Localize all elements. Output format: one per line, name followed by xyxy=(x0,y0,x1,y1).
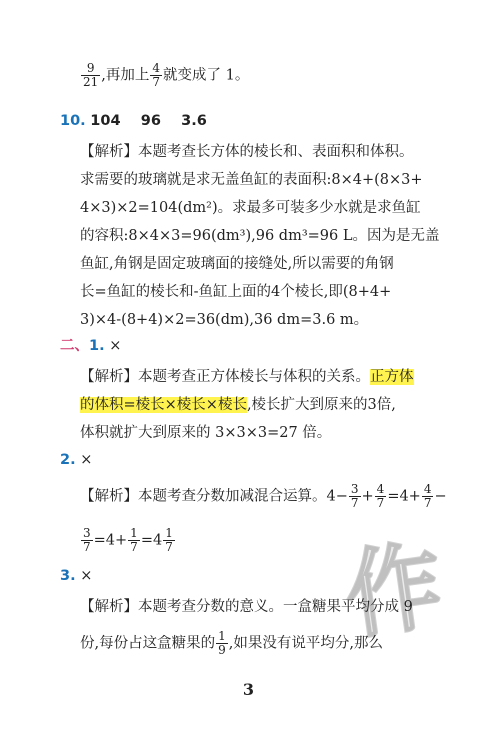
fraction: $\frac{4}{7}$ xyxy=(152,61,161,89)
explanation-line: 的体积=棱长×棱长×棱长,棱长扩大到原来的3倍, xyxy=(80,397,396,413)
answer-mark: × xyxy=(109,338,122,354)
explanation-line: 4×3)×2=104(dm²)。求最多可装多少水就是求鱼缸 xyxy=(80,200,421,216)
explanation-line: 3)×4-(8+4)×2=36(dm),36 dm=3.6 m。 xyxy=(80,312,369,328)
answer-mark: × xyxy=(80,452,93,468)
explanation-line: 鱼缸,角钢是固定玻璃面的接缝处,所以需要的角钢 xyxy=(80,256,394,272)
explanation-line: 【解析】本题考查分数加减混合运算。4− $\frac{3}{7}$ + $\frac{4}{7}$ =4+ $\frac{4}{7}$ − xyxy=(80,482,447,510)
fraction: $\frac{1}{7}$ xyxy=(165,526,173,554)
q3-header xyxy=(60,566,92,586)
explanation-line: 体积就扩大到原来的 3×3×3=27 倍。 xyxy=(80,425,332,441)
answers: 104 96 3.6 xyxy=(90,113,207,129)
question-number: 1. xyxy=(89,338,105,354)
explanation-line: 【解析】本题考查正方体棱长与体积的关系。正方体 xyxy=(80,369,414,385)
fraction: $\frac{3}{7}$ xyxy=(83,526,91,554)
question-number: 3. xyxy=(60,568,76,584)
fraction: $\frac{1}{9}$ xyxy=(218,629,226,657)
page-number: 3 xyxy=(242,680,255,699)
fraction: $\frac{9}{21}$ xyxy=(83,61,99,89)
fraction: $\frac{4}{7}$ xyxy=(423,482,432,510)
explanation-line: 长=鱼缸的棱长和-鱼缸上面的4个棱长,即(8+4+ xyxy=(80,284,392,300)
q2-header xyxy=(60,450,92,470)
question-number: 2. xyxy=(60,452,76,468)
fraction: $\frac{3}{7}$ xyxy=(350,482,359,510)
q10-header xyxy=(60,111,207,131)
explanation-line: 的容积:8×4×3=96(dm³),96 dm³=96 L。因为是无盖 xyxy=(80,228,440,244)
answer-mark: × xyxy=(80,568,93,584)
explanation-line: 份,每份占这盒糖果的 $\frac{1}{9}$ ,如果没有说平均分,那么 xyxy=(80,629,383,657)
explanation-line: $\frac{3}{7}$ =4+ $\frac{1}{7}$ =4 $\frac{1}{7}$ xyxy=(83,526,173,554)
section-2-header xyxy=(60,336,121,356)
highlight: 正方体 xyxy=(370,369,414,385)
question-number: 10. xyxy=(60,113,86,129)
fraction: $\frac{4}{7}$ xyxy=(376,482,385,510)
fraction: $\frac{1}{7}$ xyxy=(130,526,138,554)
section-label: 二、 xyxy=(60,337,89,354)
explanation-line: 【解析】本题考查长方体的棱长和、表面积和体积。 xyxy=(80,144,414,160)
explanation-line: 【解析】本题考查分数的意义。一盒糖果平均分成 9 xyxy=(80,599,413,615)
highlight: 的体积=棱长×棱长×棱长 xyxy=(80,397,247,413)
explanation-line: 求需要的玻璃就是求无盖鱼缸的表面积:8×4+(8×3+ xyxy=(80,172,423,188)
intro-line: $\frac{9}{21}$ ,再加上 $\frac{4}{7}$ 就变成了 1。 xyxy=(83,61,250,89)
watermark: 作 xyxy=(338,528,450,654)
